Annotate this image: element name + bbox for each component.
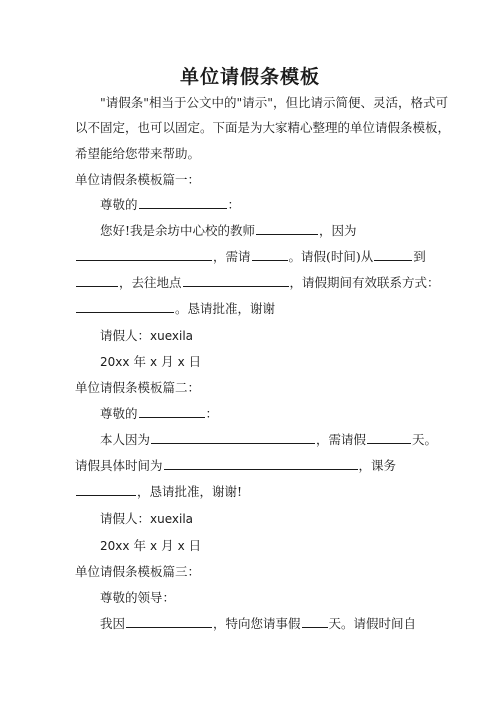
salutation-text: 尊敬的 — [100, 406, 138, 421]
body-text: ，去往地点 — [119, 275, 182, 290]
salutation-text: 尊敬的 — [100, 197, 138, 212]
fill-blank — [374, 248, 412, 261]
fill-blank — [302, 615, 328, 628]
date-month-unit: 月 — [161, 354, 174, 369]
date-month: x — [149, 355, 158, 369]
fill-blank — [183, 274, 289, 287]
intro-line-1: "请假条"相当于公文中的"请示"，但比请示简便、灵活，格式可 — [100, 95, 448, 110]
body-text: 本人因为 — [100, 432, 151, 447]
signer-label: 请假人： — [100, 328, 151, 343]
body-text: 天。请假时间自 — [328, 616, 417, 631]
template3-salutation: 尊敬的领导： — [100, 590, 176, 605]
recipient-blank — [139, 405, 205, 418]
salutation-colon: ： — [205, 406, 219, 421]
signer-name: xuexila — [150, 329, 194, 343]
date-year: 20xx — [100, 539, 130, 553]
fill-blank — [76, 248, 212, 261]
fill-blank — [151, 431, 315, 444]
template2-body-line-2 — [75, 457, 500, 475]
template1-body-line-3 — [75, 274, 500, 292]
body-text: ，特向您请事假 — [213, 616, 301, 631]
body-text: 请假具体时间为 — [75, 458, 163, 473]
date-month: x — [149, 539, 158, 553]
fill-blank — [76, 274, 118, 287]
body-text: ，需请假 — [316, 432, 367, 447]
date-day-unit: 日 — [188, 354, 202, 369]
template1-date — [100, 353, 500, 371]
body-text: 天。 — [412, 432, 438, 447]
fill-blank — [164, 457, 358, 470]
intro-line-3: 希望能给您带来帮助。 — [75, 146, 201, 161]
date-year-unit: 年 — [133, 538, 146, 553]
body-text: ，课务 — [358, 458, 397, 473]
template2-body-line-3 — [75, 483, 500, 501]
body-text: ，请假期间有效联系方式： — [289, 275, 440, 290]
fill-blank — [76, 300, 174, 313]
document-title: 单位请假条模板 — [179, 66, 320, 88]
template1-signer — [100, 327, 500, 345]
date-year-unit: 年 — [133, 354, 146, 369]
template3-heading: 单位请假条模板篇三： — [75, 564, 201, 579]
fill-blank — [252, 248, 288, 261]
template2-signer — [100, 510, 500, 528]
template1-body-line-2 — [75, 248, 500, 266]
template1-body-line-4 — [75, 300, 500, 318]
date-day-unit: 日 — [188, 538, 202, 553]
date-year: 20xx — [100, 355, 130, 369]
body-text: ，恳请批准，谢谢! — [137, 484, 243, 499]
date-day: x — [177, 539, 185, 553]
signer-name: xuexila — [150, 512, 194, 526]
body-text: 您好!我是余坊中心校的教师 — [100, 223, 256, 238]
body-text: ，因为 — [319, 223, 357, 238]
body-text: 我因 — [100, 616, 126, 631]
template1-salutation — [100, 196, 500, 214]
recipient-blank — [139, 196, 227, 209]
fill-blank — [256, 222, 318, 235]
body-text: 。恳请批准，谢谢 — [175, 301, 276, 316]
body-text: 到 — [413, 249, 426, 264]
date-month-unit: 月 — [161, 538, 174, 553]
template2-body-line-1 — [100, 431, 500, 449]
body-text: 。请假(时间)从 — [288, 249, 374, 264]
fill-blank — [76, 483, 136, 496]
fill-blank — [126, 615, 212, 628]
date-day: x — [177, 355, 185, 369]
signer-label: 请假人： — [100, 511, 151, 526]
fill-blank — [367, 431, 411, 444]
template2-date — [100, 537, 500, 555]
template2-salutation — [100, 405, 500, 423]
body-text: ，需请 — [213, 249, 251, 264]
template3-body-line-1 — [100, 615, 500, 633]
salutation-colon: ： — [227, 197, 241, 212]
template2-heading: 单位请假条模板篇二： — [75, 380, 201, 395]
template1-heading: 单位请假条模板篇一： — [75, 172, 201, 187]
intro-line-2: 以不固定，也可以固定。下面是为大家精心整理的单位请假条模板， — [75, 120, 451, 135]
template1-body-line-1 — [100, 222, 500, 240]
